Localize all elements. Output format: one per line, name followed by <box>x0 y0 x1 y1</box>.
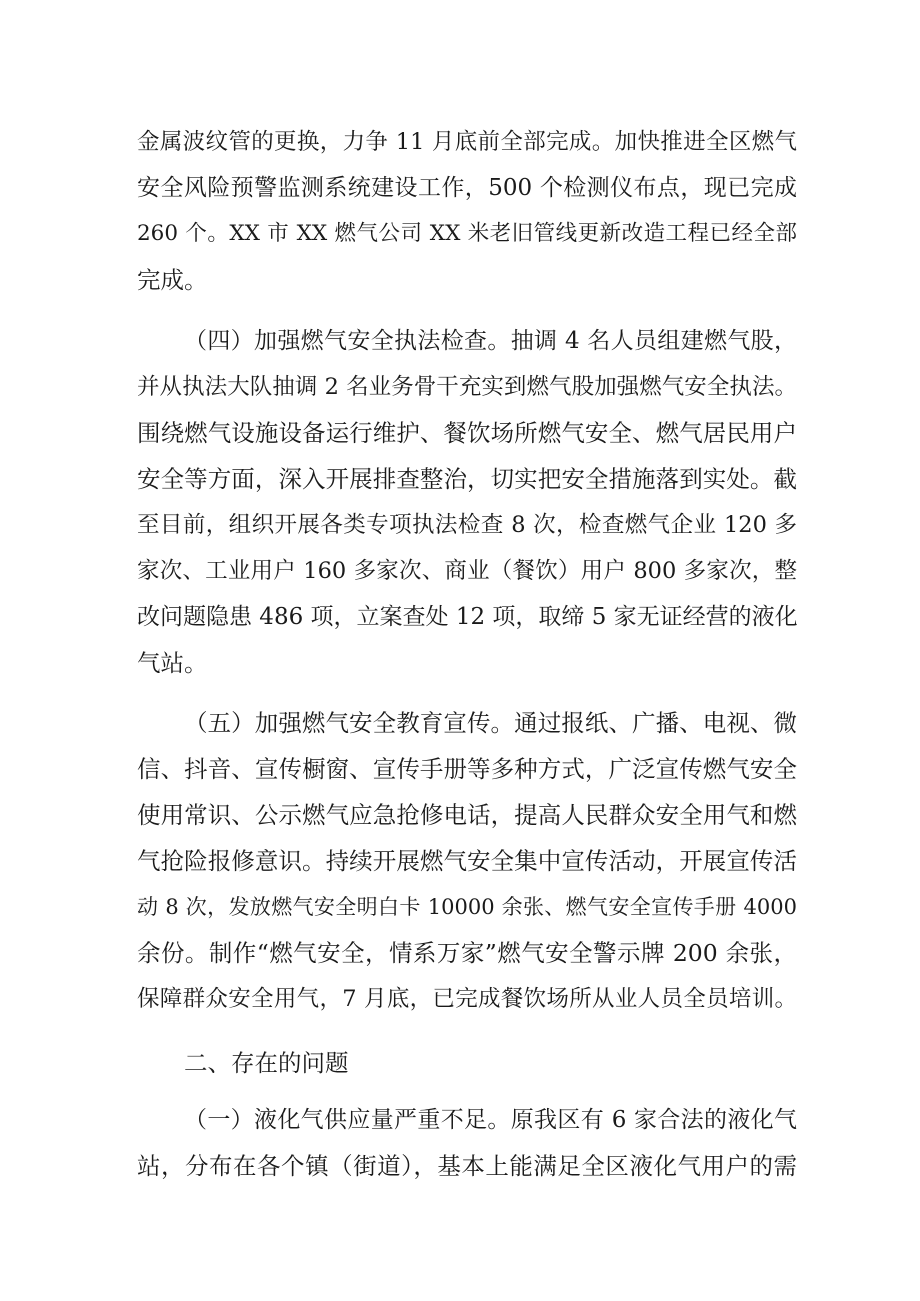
paragraph-line: 完成。 <box>137 266 208 294</box>
paragraph-line: 信、抖音、宣传橱窗、宣传手册等多种方式，广泛宣传燃气安全 <box>137 755 797 783</box>
paragraph-line: 家次、工业用户 160 多家次、商业（餐饮）用户 800 多家次，整 <box>137 558 797 584</box>
paragraph-line: 260 个。XX 市 XX 燃气公司 XX 米老旧管线更新改造工程已经全部 <box>137 221 797 246</box>
paragraph-line: 动 8 次，发放燃气安全明白卡 10000 余张、燃气安全宣传手册 4000 <box>137 895 797 919</box>
paragraph-line: 气站。 <box>137 649 208 677</box>
paragraph-line: 安全风险预警监测系统建设工作，500 个检测仪布点，现已完成 <box>137 175 797 201</box>
paragraph-line: 使用常识、公示燃气应急抢修电话，提高人民群众安全用气和燃 <box>137 801 797 829</box>
paragraph-line: 金属波纹管的更换，力争 11 月底前全部完成。加快推进全区燃气 <box>137 129 797 155</box>
paragraph-line: 围绕燃气设施设备运行维护、餐饮场所燃气安全、燃气居民用户 <box>137 419 797 447</box>
paragraph-line: 并从执法大队抽调 2 名业务骨干充实到燃气股加强燃气安全执法。 <box>137 374 797 400</box>
paragraph-line: （一）液化气供应量严重不足。原我区有 6 家合法的液化气 <box>184 1107 797 1133</box>
paragraph-line: （四）加强燃气安全执法检查。抽调 4 名人员组建燃气股， <box>184 328 797 354</box>
paragraph-line: （五）加强燃气安全教育宣传。通过报纸、广播、电视、微 <box>184 709 797 737</box>
paragraph-line: 气抢险报修意识。持续开展燃气安全集中宣传活动，开展宣传活 <box>137 847 797 875</box>
section-heading: 二、存在的问题 <box>184 1049 349 1077</box>
paragraph-line: 余份。制作“燃气安全，情系万家”燃气安全警示牌 200 余张， <box>137 939 797 967</box>
paragraph-line: 站，分布在各个镇（街道），基本上能满足全区液化气用户的需 <box>137 1152 797 1180</box>
paragraph-line: 改问题隐患 486 项，立案查处 12 项，取缔 5 家无证经营的液化 <box>137 604 798 630</box>
paragraph-line: 安全等方面，深入开展排查整治，切实把安全措施落到实处。截 <box>137 465 797 493</box>
paragraph-line: 保障群众安全用气，7 月底，已完成餐饮场所从业人员全员培训。 <box>137 986 797 1012</box>
paragraph-line: 至目前，组织开展各类专项执法检查 8 次，检查燃气企业 120 多 <box>137 512 797 538</box>
